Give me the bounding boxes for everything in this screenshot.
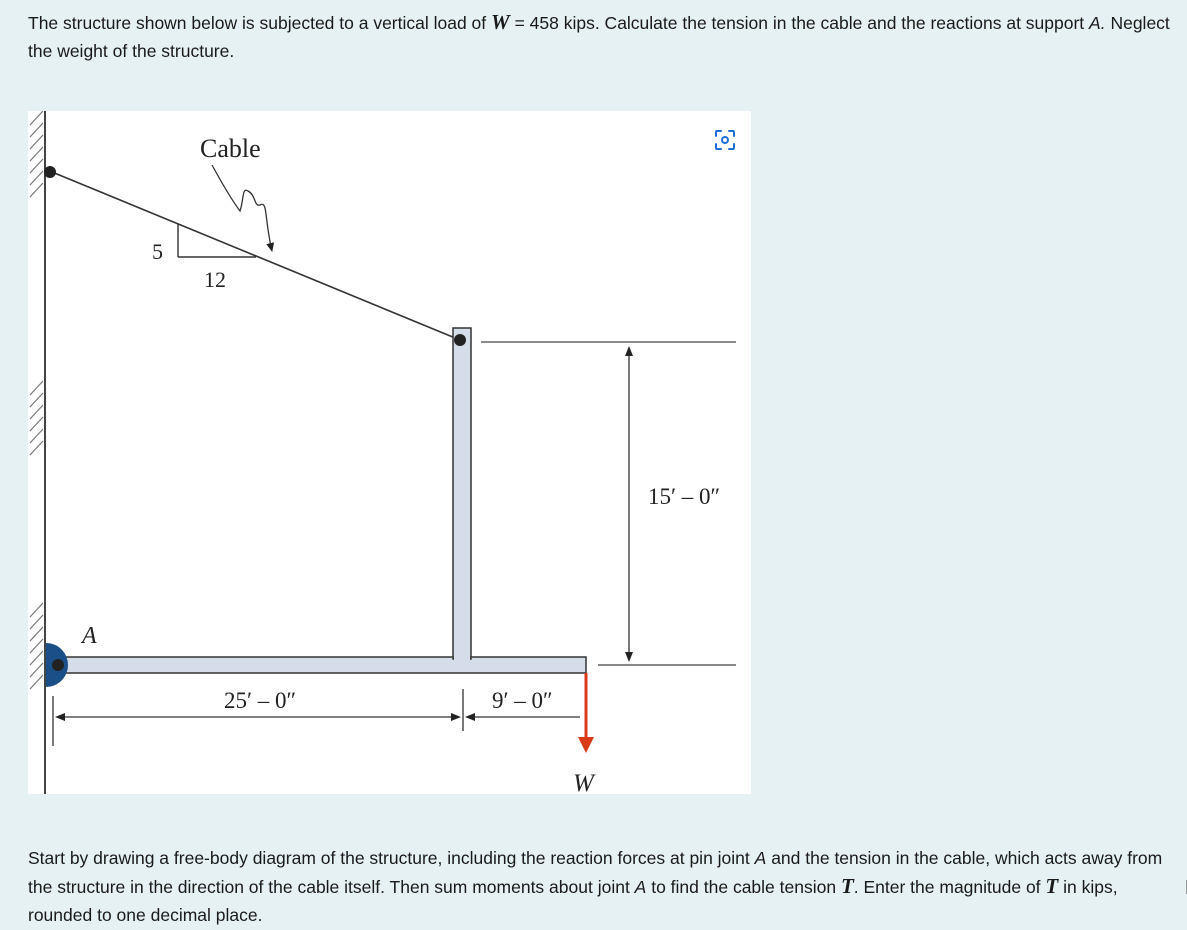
- structure-diagram: [28, 111, 751, 794]
- slope-rise-label: 5: [152, 239, 163, 264]
- structure-figure: [28, 111, 751, 794]
- load-label: W: [573, 770, 594, 794]
- joint-ref-2: A: [634, 877, 647, 897]
- joint-ref: A: [754, 848, 767, 868]
- right-dimension-label: 9′ – 0″: [492, 688, 553, 713]
- support-label-a: A: [82, 623, 97, 649]
- horizontal-member: [50, 657, 586, 673]
- pin-support-a: [46, 643, 68, 687]
- cable: [52, 172, 460, 340]
- load-arrow: [578, 673, 594, 753]
- instructions-text: [28, 844, 1168, 929]
- vertical-dimension: [625, 346, 633, 662]
- vertical-dimension-label: 15′ – 0″: [648, 484, 721, 509]
- intro-text-3: Neglect the weight of the structure.: [28, 13, 1170, 61]
- tension-variable: T: [840, 874, 854, 898]
- instr-text-4: . Enter the magnitude of: [853, 877, 1046, 897]
- problem-statement: [28, 8, 1173, 65]
- instr-text-5: in kips, rounded to one decimal place.: [28, 877, 1118, 925]
- tension-variable-2: T: [1045, 874, 1059, 898]
- image-scan-icon: [711, 126, 739, 154]
- image-scan-button[interactable]: [711, 126, 739, 154]
- slope-run-label: 12: [204, 267, 226, 292]
- load-variable: W: [491, 10, 510, 34]
- cable-label: Cable: [200, 134, 261, 163]
- instr-text-2: and the tension in the cable, which acts away from the structure in the direction of the cable itself. Then sum moments about joint: [28, 848, 1163, 897]
- intro-text: The structure shown below is subjected to a vertical load of: [28, 13, 492, 33]
- cable-member-pin: [454, 334, 466, 346]
- cable-leader: [212, 165, 272, 251]
- instr-text-1: Start by drawing a free-body diagram of the structure, including the reaction forces at pin joint: [28, 848, 755, 868]
- cable-wall-pin: [44, 166, 56, 178]
- left-dimension-label: 25′ – 0″: [224, 688, 297, 713]
- vertical-member: [453, 328, 471, 661]
- wall: [30, 111, 45, 794]
- support-ref: A.: [1089, 13, 1106, 33]
- intro-text-2: = 458 kips. Calculate the tension in the cable and the reactions at support: [509, 13, 1090, 33]
- instr-text-3: to find the cable tension: [646, 877, 841, 897]
